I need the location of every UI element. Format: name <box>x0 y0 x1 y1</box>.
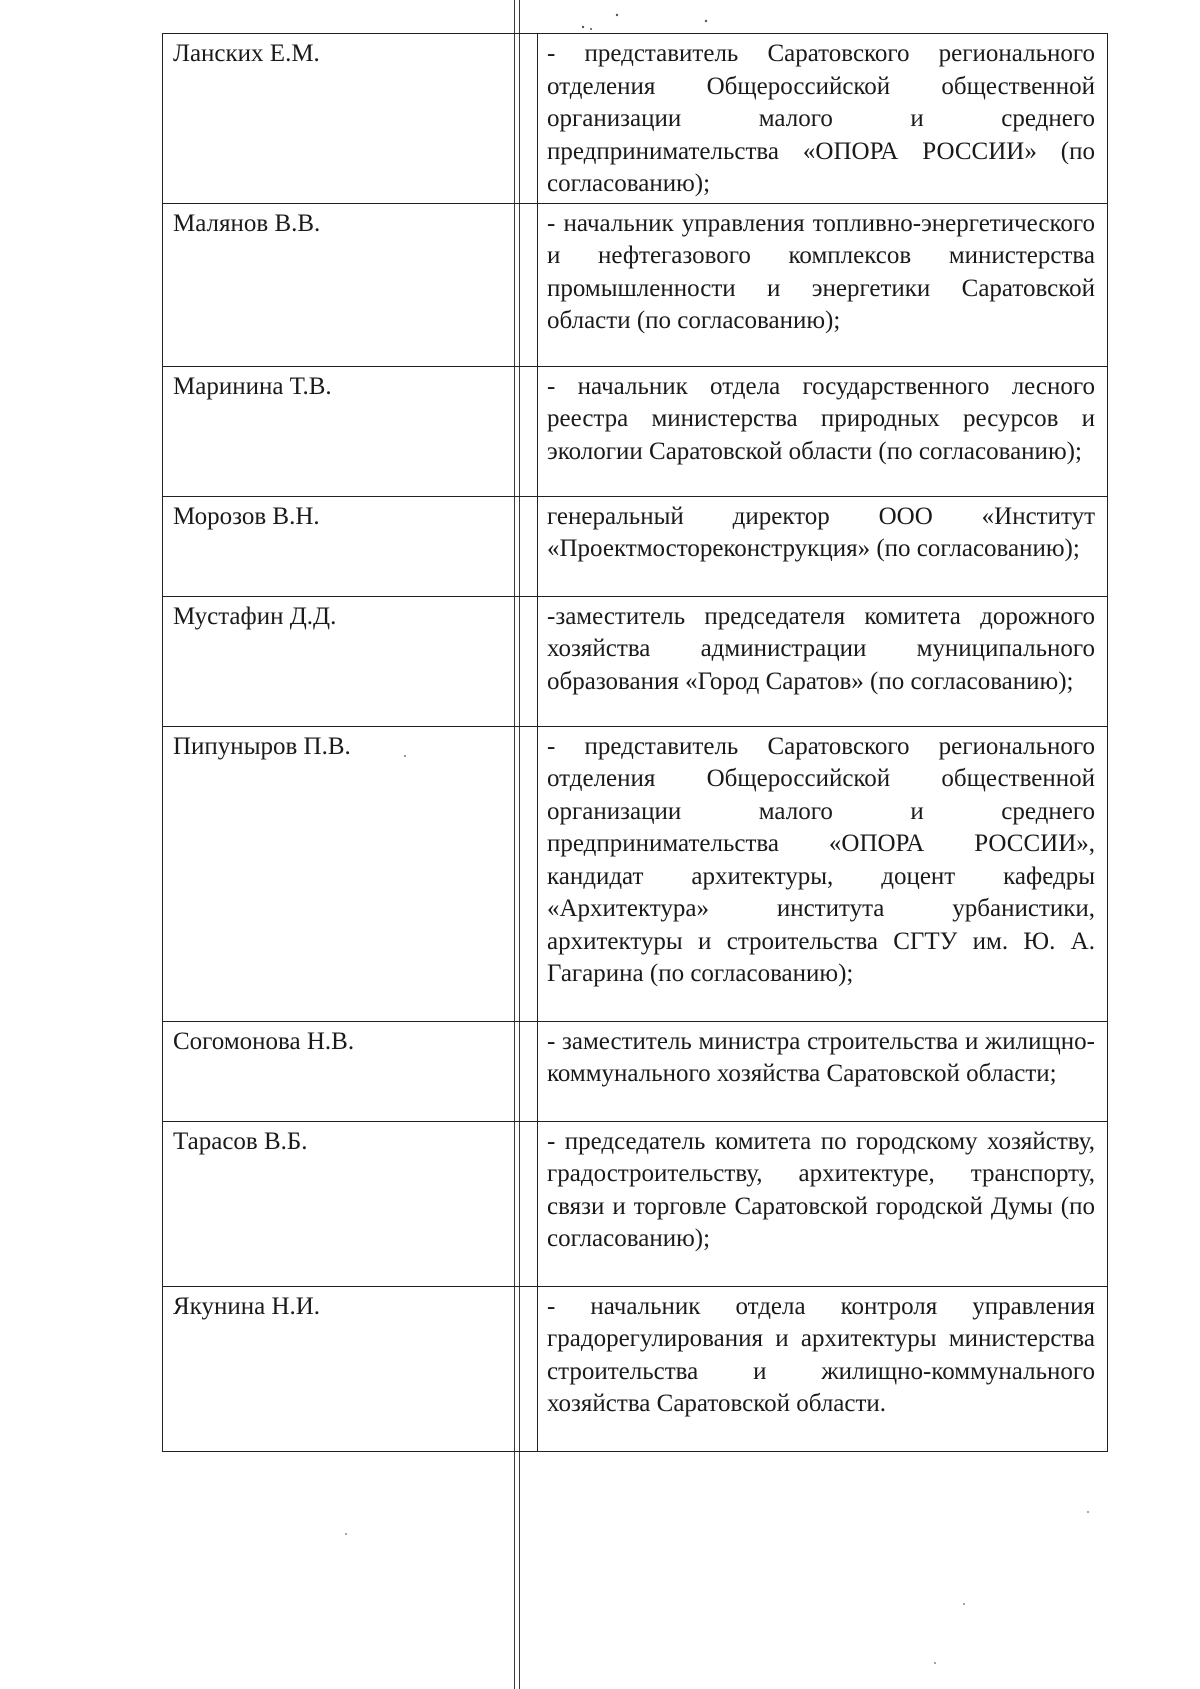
member-role: - председатель комитета по городскому хозяйству, градостроительству, архитектуре, транспорту, связи и торговле Саратовской городской Думы (по согласованию); <box>538 1121 1108 1286</box>
member-row <box>163 726 1108 1021</box>
member-name: Морозов В.Н. <box>163 496 538 596</box>
member-row <box>163 1121 1108 1286</box>
member-row <box>163 34 1108 204</box>
member-name: Мустафин Д.Д. <box>163 596 538 726</box>
member-name: Ланских Е.М. <box>163 34 538 204</box>
member-row <box>163 596 1108 726</box>
member-role: - представитель Саратовского регионального отделения Общероссийской общественной организации малого и среднего предпринимательства «ОПОРА РОССИИ», кандидат архитектуры, доцент кафедры «Архитектура» института урбанистики, архитектуры и строительства СГТУ им. Ю. А. Гагарина (по согласованию); <box>538 726 1108 1021</box>
member-name: Маринина Т.В. <box>163 366 538 496</box>
member-role: - представитель Саратовского регионального отделения Общероссийской общественной организации малого и среднего предпринимательства «ОПОРА РОССИИ» (по согласованию); <box>538 34 1108 204</box>
member-row <box>163 496 1108 596</box>
member-row <box>163 366 1108 496</box>
member-role: -заместитель председателя комитета дорожного хозяйства администрации муниципального образования «Город Саратов» (по согласованию); <box>538 596 1108 726</box>
member-role: - начальник отдела контроля управления градорегулирования и архитектуры министерства строительства и жилищно-коммунального хозяйства Саратовской области. <box>538 1286 1108 1451</box>
member-name: Малянов В.В. <box>163 203 538 366</box>
member-row <box>163 1286 1108 1451</box>
member-role: - заместитель министра строительства и жилищно-коммунального хозяйства Саратовской области; <box>538 1021 1108 1121</box>
member-role: - начальник управления топливно-энергетического и нефтегазового комплексов министерства промышленности и энергетики Саратовской области (по согласованию); <box>538 203 1108 366</box>
member-name: Тарасов В.Б. <box>163 1121 538 1286</box>
member-name: Якунина Н.И. <box>163 1286 538 1451</box>
commission-members-table <box>162 33 1108 1452</box>
member-role: генеральный директор ООО «Институт «Проектмостореконструкция» (по согласованию); <box>538 496 1108 596</box>
member-role: - начальник отдела государственного лесного реестра министерства природных ресурсов и экологии Саратовской области (по согласованию); <box>538 366 1108 496</box>
member-name: Согомонова Н.В. <box>163 1021 538 1121</box>
member-row <box>163 1021 1108 1121</box>
member-name: Пипуныров П.В. <box>163 726 538 1021</box>
member-row <box>163 203 1108 366</box>
